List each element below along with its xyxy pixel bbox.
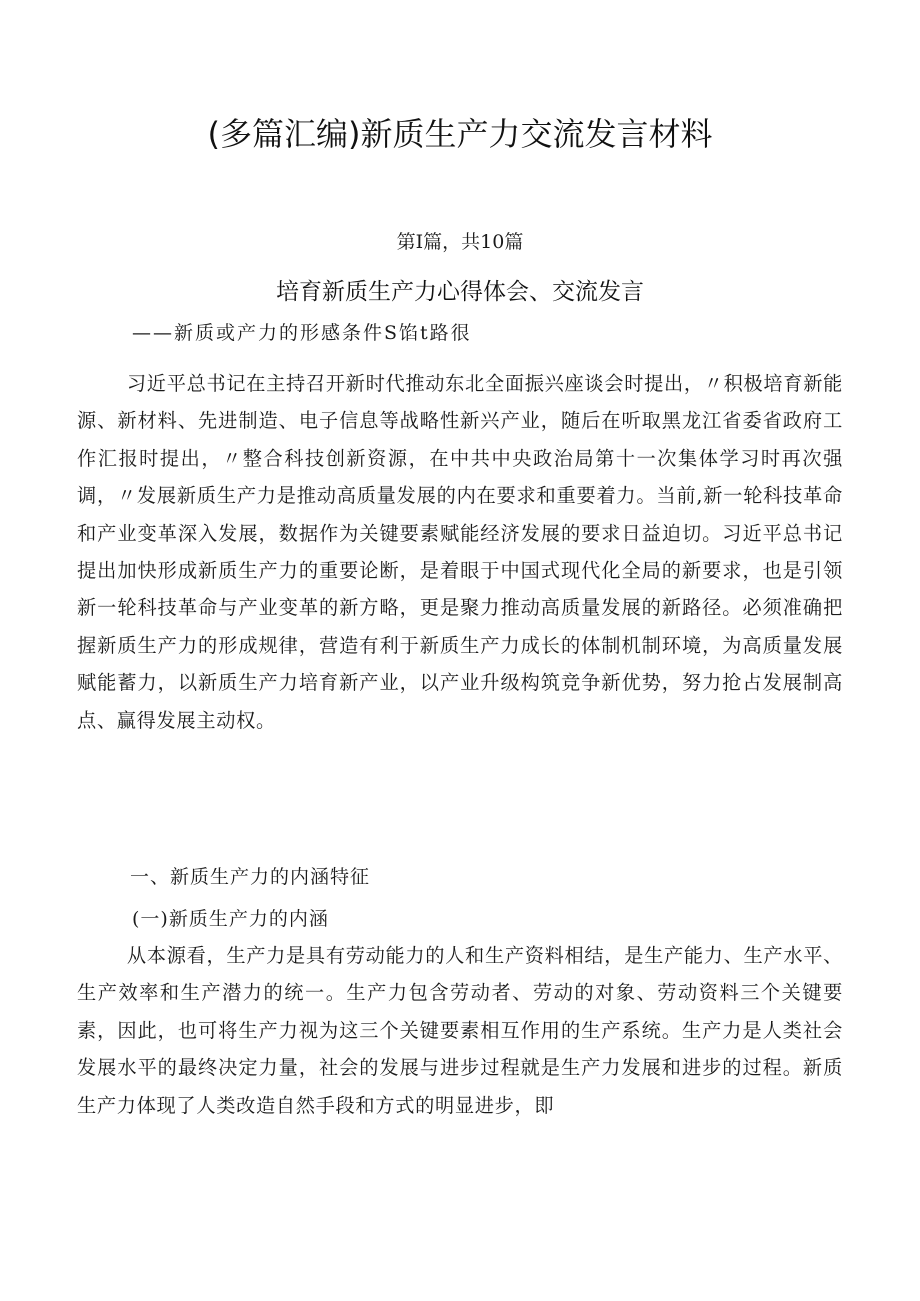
document-title: (多篇汇编)新质生产力交流发言材料 — [207, 115, 713, 153]
body-paragraph: 习近平总书记在主持召开新时代推动东北全面振兴座谈会时提出，〃积极培育新能源、新材料、先进制造、电子信息等战略性新兴产业，随后在听取黑龙江省委省政府工作汇报时提出，〃整合科技创新资源，在中共中央政治局第十一次集体学习时再次强调，〃发展新质生产力是推动高质量发展的内在要求和重要着力。当前,新一轮科技革命和产业变革深入发展，数据作为关键要素赋能经济发展的要求日益迫切。习近平总书记提出加快形成新质生产力的重要论断，是着眼于中国式现代化全局的新要求，也是引领新一轮科技革命与产业变革的新方略，更是聚力推动高质量发展的新路径。必须准确把握新质生产力的形成规律，营造有利于新质生产力成长的体制机制环境，为高质量发展赋能蓄力，以新质生产力培育新产业，以产业升级构筑竞争新优势，努力抢占发展制高点、赢得发展主动权。 — [77, 372, 843, 732]
body-paragraph: 从本源看，生产力是具有劳动能力的人和生产资料相结，是生产能力、生产水平、生产效率和生产潜力的统一。生产力包含劳动者、劳动的对象、劳动资料三个关键要素，因此，也可将生产力视为这三个关键要素相互作用的生产系统。生产力是人类社会发展水平的最终决定力量，社会的发展与进步过程就是生产力发展和进步的过程。新质生产力体现了人类改造自然手段和方式的明显进步，即 — [77, 944, 843, 1117]
section-title: 培育新质生产力心得体会、交流发言 — [276, 279, 644, 305]
part-number: 第Ⅰ篇，共10篇 — [396, 231, 524, 253]
section-subtitle: ——新质或产力的形感条件S馅t路很 — [132, 322, 472, 344]
subsection-heading: (一)新质生产力的内涵 — [132, 908, 329, 930]
section-heading: 一、新质生产力的内涵特征 — [130, 866, 371, 888]
